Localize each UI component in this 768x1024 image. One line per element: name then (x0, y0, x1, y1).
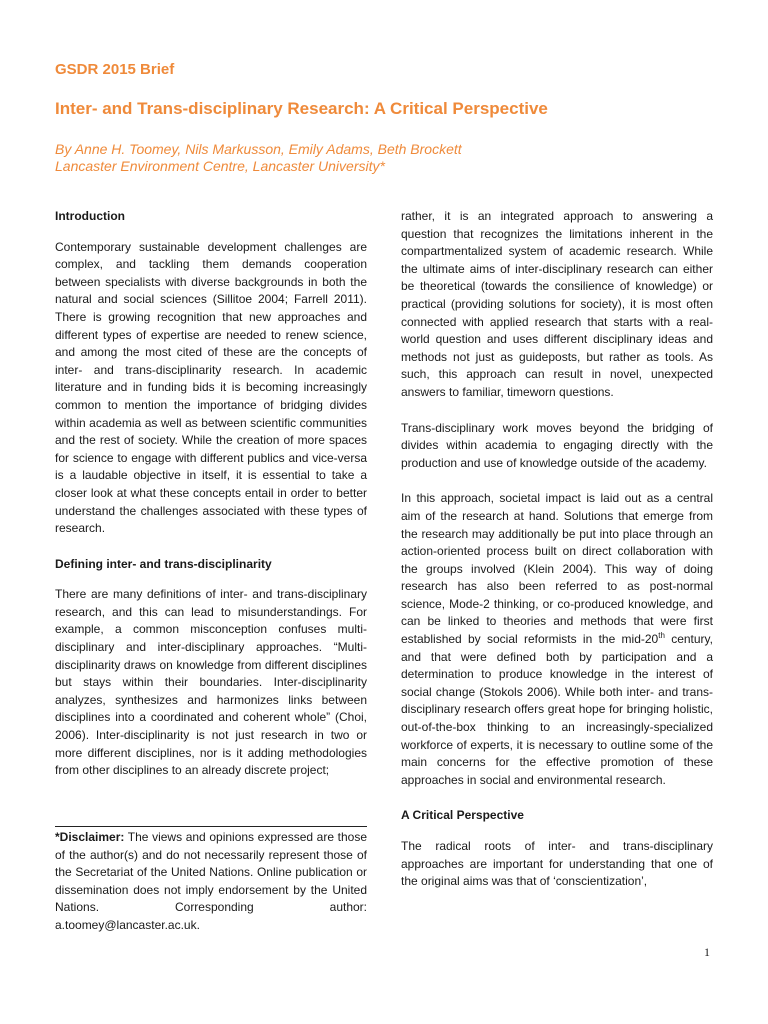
affiliation: Lancaster Environment Centre, Lancaster University* (55, 158, 385, 174)
left-column (55, 208, 367, 798)
section-heading-introduction: Introduction (55, 209, 125, 223)
page-number: 1 (704, 945, 710, 959)
superscript-th: th (658, 631, 665, 641)
paragraph-trans-disciplinary: Trans-disciplinary work moves beyond the bridging of divides within academia to engaging directly with the production and use of knowledge outside of the academy. (401, 420, 713, 470)
paragraph-continued: rather, it is an integrated approach to answering a question that recognizes the limitations inherent in the compartmentalized system of academic research. While the ultimate aims of inter-disciplinary research can either be theoretical (towards the consilience of knowledge) or practical (providing solutions for society), it is most often connected with applied research that starts with a real-world question and uses different disciplinary ideas and methods not just as guideposts, but rather as tools. As such, this approach can result in novel, unexpected answers to familiar, timeworn questions. (401, 209, 713, 399)
disclaimer-footnote (55, 826, 367, 935)
document-title: Inter- and Trans-disciplinary Research: A Critical Perspective (55, 99, 548, 118)
paragraph-critical: The radical roots of inter- and trans-disciplinary approaches are important for understanding that one of the original aims was that of ‘conscientization’, (401, 839, 713, 889)
author-block (55, 141, 735, 175)
author-list: By Anne H. Toomey, Nils Markusson, Emily Adams, Beth Brockett (55, 141, 462, 157)
right-column (401, 208, 713, 909)
section-heading-defining: Defining inter- and trans-disciplinarity (55, 556, 272, 571)
disclaimer-text: The views and opinions expressed are those of the author(s) and do not necessarily represent those of the Secretariat of the United Nations. Online publication or dissemination does not imply endorsement by the United Nations. Corresponding author: a.toomey@lancaster.ac.uk. (55, 830, 367, 932)
paragraph-societal-part-b: century, and that were defined both by participation and a determination to produce knowledge in the interest of social change (Stokols 2006). While both inter- and trans-disciplinary research offers great hope for bringing holistic, out-of-the-box thinking to an increasingly-specialized workforce of experts, it is necessary to outline some of the main concerns for the effective promotion of these approaches in social and environmental research. (401, 632, 713, 787)
section-heading-critical: A Critical Perspective (401, 808, 524, 823)
paragraph-societal-impact (401, 490, 713, 789)
disclaimer-label: *Disclaimer: (55, 830, 125, 844)
paragraph-introduction: Contemporary sustainable development challenges are complex, and tackling them demands cooperation between specialists with diverse backgrounds in both the natural and social sciences (Sillitoe 2004; Farrell 2011). There is growing recognition that new approaches and different types of expertise are needed to renew science, and among the most cited of these are the concepts of inter- and trans-disciplinarity research. In academic literature and in funding bids it is becoming increasingly common to mention the importance of bridging divides within academia as well as between scientific communities and the rest of society. While the creation of more spaces for science to engage with different publics and vice-versa is a laudable objective in itself, it is essential to take a closer look at what these concepts entail in order to better understand the challenges associated with these types of research. (55, 239, 367, 536)
paragraph-societal-part-a: In this approach, societal impact is laid out as a central aim of the research at hand. Solutions that emerge from the research may additionally be put into place through an action-oriented process built on direct collaboration with the groups involved (Klein 2004). This way of doing research has also been referred to as post-normal science, Mode-2 thinking, or co-produced knowledge, and can be linked to theories and methods that were first established by social reformists in the mid-20 (401, 491, 713, 647)
paragraph-defining: There are many definitions of inter- and trans-disciplinary research, and this can lead to misunderstandings. For example, a common misconception confuses multi-disciplinary and inter-disciplinary approaches. “Multi-disciplinarity draws on knowledge from different disciplines but stays within their boundaries. Inter-disciplinarity analyzes, synthesizes and harmonizes links between disciplines into a coordinated and coherent whole” (Choi, 2006). Inter-disciplinarity is not just research in two or more different disciplines, nor is it adding methodologies from other disciplines to an already discrete project; (55, 587, 367, 778)
brief-label: GSDR 2015 Brief (55, 61, 175, 78)
